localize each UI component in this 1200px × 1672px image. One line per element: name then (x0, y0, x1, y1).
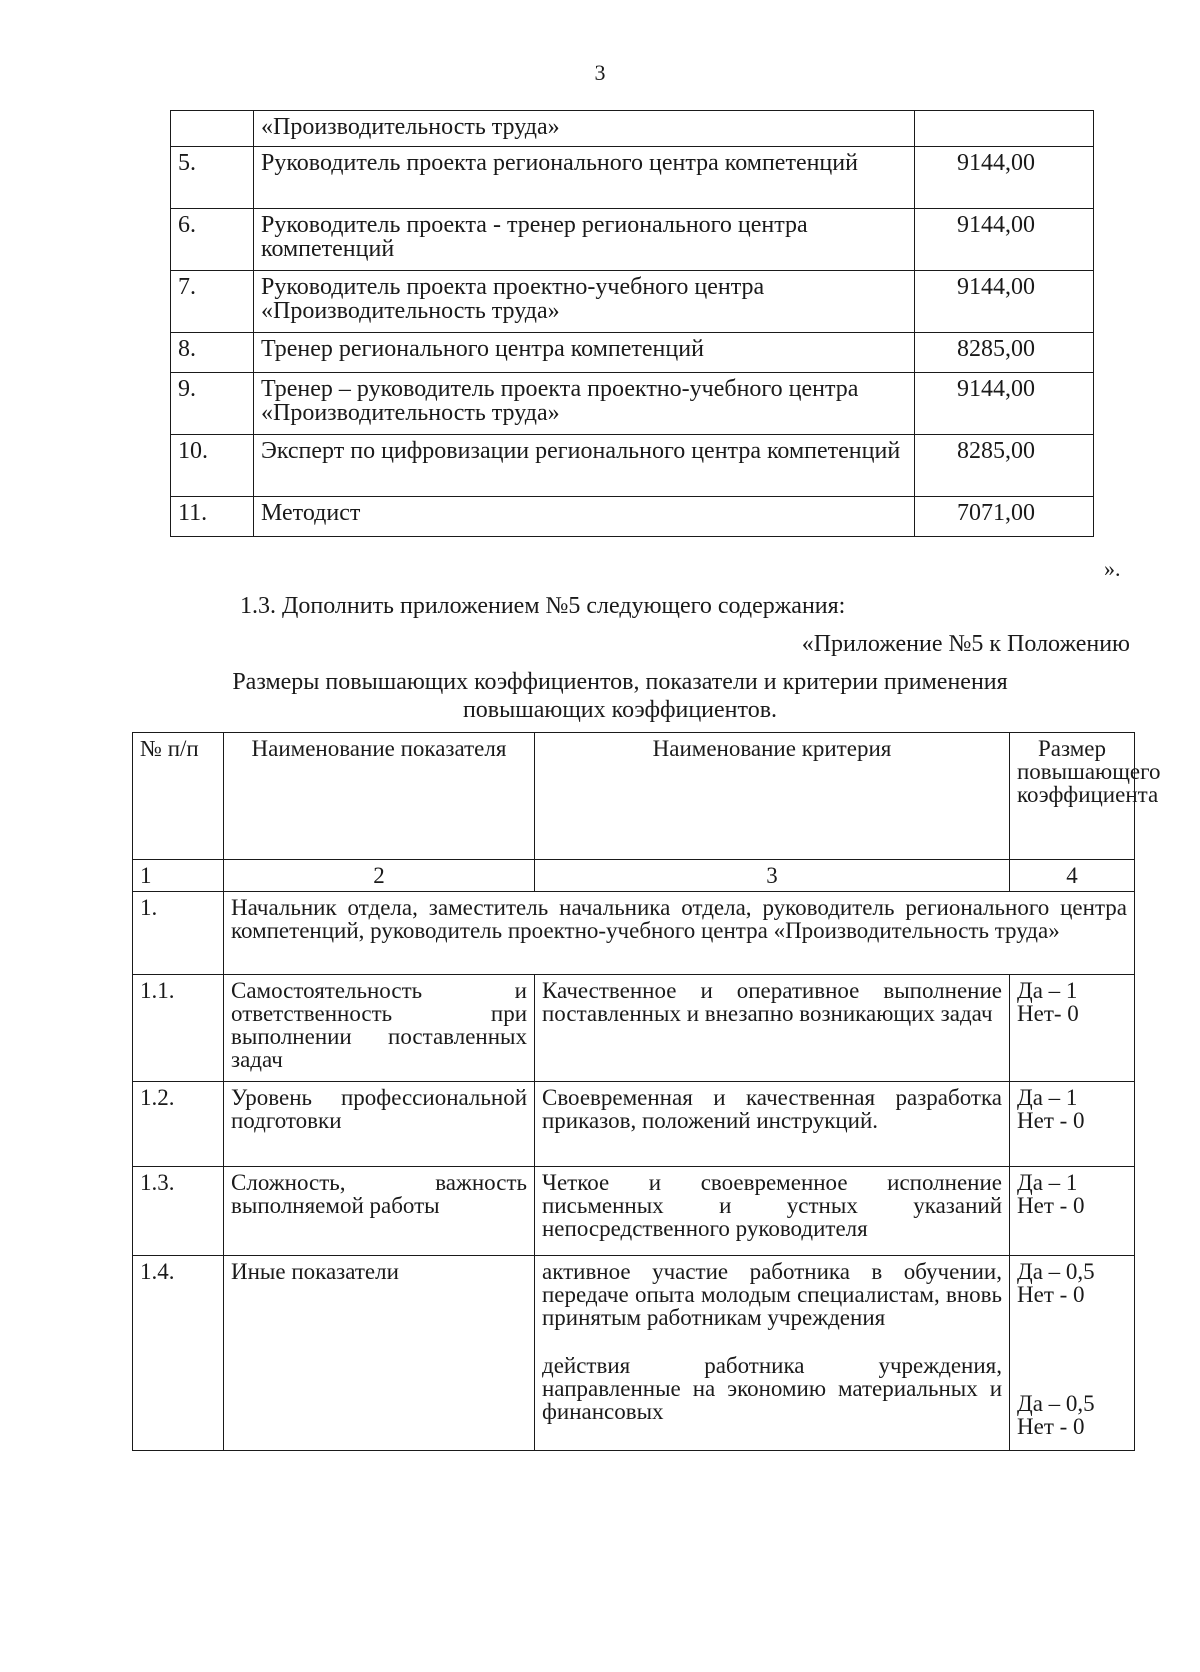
size-b-yes: Да – 0,5 (1017, 1391, 1095, 1416)
row-amount: 9144,00 (915, 147, 1094, 209)
coefficient-table (132, 732, 1161, 1451)
row-indicator: Иные показатели (224, 1256, 535, 1451)
row-position: Руководитель проекта проектно-учебного центра «Производительность труда» (254, 271, 915, 333)
appendix-label: «Приложение №5 к Положению (801, 631, 1130, 657)
table-row (171, 497, 1094, 537)
row-size (1010, 1167, 1135, 1256)
staff-salary-table-body (171, 111, 1094, 537)
size-a-yes: Да – 0,5 (1017, 1259, 1095, 1284)
row-criterion: Четкое и своевременное исполнение письменных и устных указаний непосредственного руководителя (535, 1167, 1010, 1256)
group-row (133, 892, 1135, 975)
header-size: Размер повышающего коэффициента (1010, 733, 1135, 860)
row-num (171, 111, 254, 147)
row-criterion: Своевременная и качественная разработка приказов, положений инструкций. (535, 1082, 1010, 1167)
size-yes: Да – 1 (1017, 1170, 1078, 1195)
size-no: Нет - 0 (1017, 1108, 1085, 1133)
row-num: 9. (171, 373, 254, 435)
row-position: Методист (254, 497, 915, 537)
size-no: Нет- 0 (1017, 1001, 1079, 1026)
row-num: 8. (171, 333, 254, 373)
table-row (171, 147, 1094, 209)
row-position: Руководитель проекта регионального центра компетенций (254, 147, 915, 209)
header-num: № п/п (133, 733, 224, 860)
row-amount: 8285,00 (915, 435, 1094, 497)
header-row (133, 733, 1135, 860)
row-size (1010, 975, 1135, 1082)
column-number-2: 2 (224, 860, 535, 892)
column-number-1: 1 (133, 860, 224, 892)
table-row (171, 435, 1094, 497)
row-position: Тренер регионального центра компетенций (254, 333, 915, 373)
criterion-gap (542, 1329, 1002, 1354)
row-position: «Производительность труда» (254, 111, 915, 147)
row-num: 10. (171, 435, 254, 497)
staff-salary-table (170, 110, 1094, 537)
appendix-title (150, 668, 1090, 724)
size-a-no: Нет - 0 (1017, 1282, 1085, 1307)
criterion-b: действия работника учреждения, направленные на экономию материальных и финансовых (542, 1353, 1002, 1424)
table-row (171, 209, 1094, 271)
size-yes: Да – 1 (1017, 1085, 1078, 1110)
clause-1-3: 1.3. Дополнить приложением №5 следующего содержания: (240, 593, 846, 619)
row-indicator: Сложность, важность выполняемой работы (224, 1167, 535, 1256)
table-row (171, 271, 1094, 333)
table-row (171, 373, 1094, 435)
row-size (1010, 1082, 1135, 1167)
row-num: 11. (171, 497, 254, 537)
header-criterion: Наименование критерия (535, 733, 1010, 860)
row-amount: 9144,00 (915, 209, 1094, 271)
row-num: 1.2. (133, 1082, 224, 1167)
table-row (133, 1256, 1135, 1451)
row-amount: 8285,00 (915, 333, 1094, 373)
row-num: 7. (171, 271, 254, 333)
column-number-row (133, 860, 1135, 892)
size-gap (1017, 1306, 1127, 1392)
table-row (171, 111, 1094, 147)
table-row (133, 1082, 1135, 1167)
row-criterion (535, 1256, 1010, 1451)
appendix-title-line-2: повышающих коэффициентов. (462, 697, 778, 723)
closing-quote: ». (1104, 556, 1121, 581)
table-row (133, 1167, 1135, 1256)
appendix-title-line-1: Размеры повышающих коэффициентов, показатели и критерии применения (232, 669, 1008, 695)
row-amount (915, 111, 1094, 147)
row-num: 1.3. (133, 1167, 224, 1256)
row-amount: 9144,00 (915, 271, 1094, 333)
page-number: 3 (594, 60, 606, 85)
row-num: 6. (171, 209, 254, 271)
size-no: Нет - 0 (1017, 1193, 1085, 1218)
row-num: 1.4. (133, 1256, 224, 1451)
row-amount: 9144,00 (915, 373, 1094, 435)
row-amount: 7071,00 (915, 497, 1094, 537)
row-num: 1.1. (133, 975, 224, 1082)
row-position: Эксперт по цифровизации регионального центра компетенций (254, 435, 915, 497)
row-position: Тренер – руководитель проекта проектно-учебного центра «Производительность труда» (254, 373, 915, 435)
size-b-no: Нет - 0 (1017, 1414, 1085, 1439)
group-title: Начальник отдела, заместитель начальника отдела, руководитель регионального центра компетенций, руководитель проектно-учебного центра «Производительность труда» (224, 892, 1135, 975)
header-indicator: Наименование показателя (224, 733, 535, 860)
criterion-a: активное участие работника в обучении, передаче опыта молодым специалистам, вновь принятым работникам учреждения (542, 1259, 1002, 1330)
group-num: 1. (133, 892, 224, 975)
row-indicator: Самостоятельность и ответственность при выполнении поставленных задач (224, 975, 535, 1082)
row-position: Руководитель проекта - тренер регионального центра компетенций (254, 209, 915, 271)
row-criterion: Качественное и оперативное выполнение поставленных и внезапно возникающих задач (535, 975, 1010, 1082)
column-number-3: 3 (535, 860, 1010, 892)
row-indicator: Уровень профессиональной подготовки (224, 1082, 535, 1167)
size-yes: Да – 1 (1017, 978, 1078, 1003)
row-num: 5. (171, 147, 254, 209)
table-row (133, 975, 1135, 1082)
table-row (171, 333, 1094, 373)
row-size (1010, 1256, 1135, 1451)
column-number-4: 4 (1010, 860, 1135, 892)
